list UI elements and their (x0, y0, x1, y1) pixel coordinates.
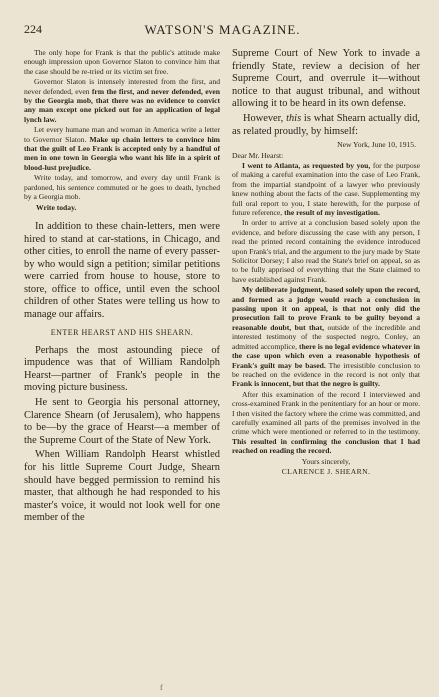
left-paragraph-2 (24, 77, 220, 124)
right-paragraph-2-b: is what Shearn actually did, as related proudly, by himself: (232, 112, 420, 137)
page-number: 224 (24, 22, 42, 36)
letter-paragraph-3-bold: My deliberate judgment, based solely upon the record, and formed as a judge would reach a conclusion in passing upon it on appeal, is that not only did the prosecution fail to prove Frank to be guilty beyond a reasonable doubt, but that, (232, 285, 420, 332)
right-paragraph-2-em: this (286, 112, 302, 124)
right-paragraph-2 (232, 113, 420, 138)
left-column (24, 48, 220, 689)
left-paragraph-1: The only hope for Frank is that the public's attitude make enough impression upon Governor Slaton to convince him that the case should be re-tried or its victim set free. (24, 48, 220, 76)
letter-salutation: Dear Mr. Hearst: (232, 150, 284, 160)
letter-closing: Yours sincerely, (301, 456, 351, 466)
section-heading: ENTER HEARST AND HIS SHEARN. (50, 327, 194, 337)
letter-paragraph-3 (232, 285, 420, 388)
letter-date: New York, June 10, 1915. (337, 140, 416, 150)
letter-paragraph-3-bold-2: there is no legal evidence whatever in the case upon which even a reasonable hypothesis of Frank's guilt may be based. (232, 341, 420, 370)
left-paragraph-3-bold: Make up chain letters to convince him that the guilt of Leo Frank is accepted only by a handful of men in one town in Georgia who want his life in a spirit of blood-lust prejudice. (24, 134, 220, 172)
left-paragraph-2-text: Governor Slaton is intensely interested from the first, and never defended, even (24, 77, 220, 96)
letter-paragraph-3-text-2: The irresistible conclusion to be reached on the evidence in the record is not only that (232, 360, 420, 379)
left-paragraph-7: Perhaps the most astounding piece of impudence was that of William Randolph Hearst—partner of Frank's people in the moving picture business. (24, 344, 220, 394)
letter-paragraph-4-text: After this examination of the record I interviewed and cross-examined Frank in the penitentiary for an hour or more. I then visited the factory where the crime was committed, and carefully examined all parts of the premises involved in the crime which were mentioned or referred to in the testimony. (232, 389, 420, 437)
letter-paragraph-1-bold: I went to Atlanta, as requested by you, (242, 160, 371, 170)
letter-paragraph-3-bold-3: Frank is innocent, but that the negro is guilty. (232, 379, 380, 389)
magazine-title: WATSON'S MAGAZINE. (144, 22, 301, 37)
letter-paragraph-1-bold-end: the result of my investigation. (284, 208, 380, 217)
page-header (24, 22, 421, 38)
letter-paragraph-1-text: for the purpose of making a careful examination into the case of Leo Frank, from the impartial standpoint of a lawyer who previously knew nothing about the facts of the case. Supplementing my full oral report to you, I state herewith, for the purpose of future reference, (232, 160, 420, 217)
left-paragraph-6: In addition to these chain-letters, men were hired to stand at car-stations, in Chicago, and other cities, to enroll the name of every passer-by who would sign a petition; similar petitions were carried from house to house, store to store, office to office, until even the school children of other States were telling us how to manage our affairs. (24, 220, 220, 321)
letter-paragraph-3-text: outside of the incredible and interested testimony of the suspected negro, Conley, an admitted accomplice, (232, 322, 420, 351)
left-paragraph-8: He sent to Georgia his personal attorney, Clarence Shearn (of Jerusalem), who happens to be—by the grace of Hearst—a member of the Supreme Court of the State of New York. (24, 397, 220, 446)
right-paragraph-2-a: However, (243, 112, 287, 124)
letter-paragraph-4 (232, 390, 420, 456)
left-paragraph-4: Write today, and tomorrow, and every day until Frank is pardoned, his sentence commuted or he goes to death, lynched by a Georgia mob. (24, 173, 220, 202)
left-paragraph-3 (24, 125, 220, 172)
letter-paragraph-4-bold: This resulted in confirming the conclusion that I had reached on reading the record. (232, 436, 420, 456)
letter-signature: CLARENCE J. SHEARN. (281, 466, 371, 476)
footer-mark: f (160, 684, 163, 692)
left-paragraph-5: Write today. (36, 202, 77, 212)
left-paragraph-2-bold: frm the first, and never defended, even by the Georgia mob, that there was no evidence to convict any man except one picked out for an application of legal lynch law. (24, 86, 220, 124)
right-paragraph-1: Supreme Court of New York to invade a friendly State, review a decision of her Supreme Court, and overrule it—without notice to that august tribunal, and without allowing it to be heard in its own defense. (232, 48, 420, 110)
left-paragraph-3-text: Let every humane man and woman in America write a letter to Governor Slaton. (24, 125, 220, 144)
left-paragraph-9: When William Randolph Hearst whistled for his little Supreme Court Judge, Shearn should have begged permission to remind his master, that although he had responded to his master's voice, it would not look well for one member of the (24, 449, 220, 524)
right-column (232, 48, 420, 689)
letter-paragraph-1 (232, 161, 420, 217)
letter-paragraph-2: In order to arrive at a conclusion based solely upon the evidence, and before discussing the case with any person, I read the printed record containing the evidence introduced upon Frank's trial, and the argument to the jury made by State Solicitor Dorsey; I also read the State's brief on appeal, so as to be fully apprised of everything that the State claimed to have established against Frank. (232, 218, 420, 284)
spacer (24, 213, 220, 221)
